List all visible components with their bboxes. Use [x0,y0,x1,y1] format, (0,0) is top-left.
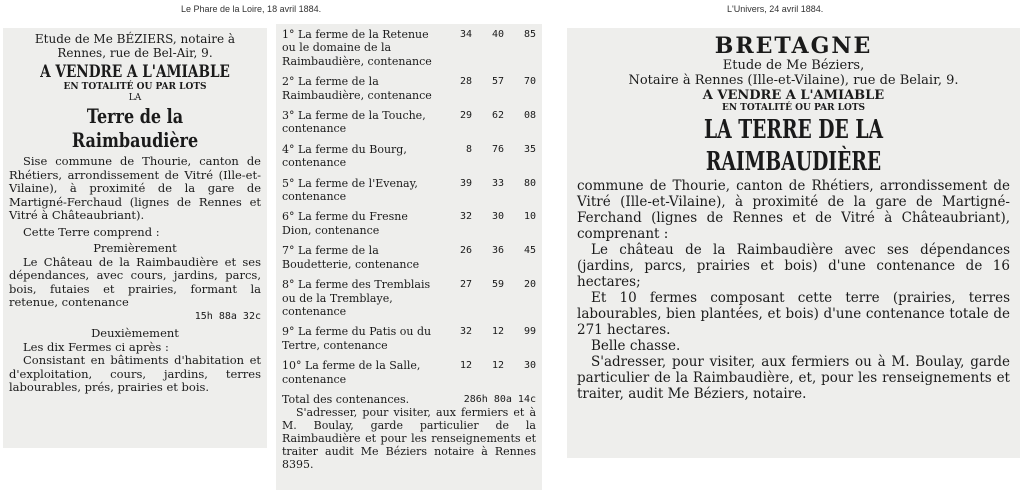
farm-centiares: 30 [523,360,536,372]
farm-label: 8° La ferme des Tremblais ou de la Tremblaye, contenance [282,278,431,318]
farm-label: 1° La ferme de la Retenue ou le domaine de la Raimbaudière, contenance [282,28,432,68]
total-label: Total des contenances. [282,392,410,406]
farm-label: 4° La ferme du Bourg, contenance [282,142,407,170]
farm-ares: 33 [491,177,504,189]
farm-label: 10° La ferme de la Salle, contenance [282,359,421,386]
farm-hectares: 29 [459,110,472,122]
farm-ares: 12 [491,326,504,338]
farm-ares: 76 [491,143,504,155]
farm-centiares: 10 [523,211,536,223]
consistant-paragraph: Consistant en bâtiments d'habitation et d'exploitation, cours, jardins, terres labourables, prés, prairies et bois. [9,353,261,394]
farm-hectares: 26 [459,245,472,257]
farm-centiares: 20 [523,279,536,291]
farm-centiares: 35 [523,143,536,155]
farm-centiares: 99 [523,326,536,338]
chateau-paragraph: Le Château de la Raimbaudière et ses dépendances, avec cours, jardins, parcs, bois, futaies et prairies, formant la retenue, contenance [9,254,261,309]
farm-row [282,177,536,204]
total-row [282,393,536,406]
farm-row [282,143,536,170]
farm-hectares: 8 [465,143,472,155]
farm-label: 5° La ferme de l'Evenay, contenance [282,176,418,204]
adresser-paragraph: S'adresser, pour visiter, aux fermiers et à M. Boulay, garde particulier de la Raimbaudière et pour les renseignements et traiter audit Me Béziers notaire à Rennes 8395. [282,406,536,472]
farm-row [282,75,536,102]
terre-title: LA TERRE DE LA RAIMBAUDIÈRE [703,115,884,177]
chasse-line: Belle chasse. [591,338,681,354]
terre-title: Terre de la Raimbaudière [71,104,199,152]
etude-header: Etude de Me BÉZIERS, notaire à Rennes, rue de Bel-Air, 9. [34,32,236,60]
farm-row [282,325,536,352]
farm-row [282,244,536,271]
deuxiemement-heading: Deuxièmement [91,326,179,340]
farm-list [282,28,536,386]
etude-line: Etude de Me Béziers, [722,58,865,73]
farm-label: 9° La ferme du Patis ou du Tertre, contenance [282,325,432,352]
farm-hectares: 39 [459,177,472,189]
farm-label: 7° La ferme de la Boudetterie, contenance [282,244,420,271]
farm-centiares: 08 [523,110,536,122]
farm-ares: 36 [491,245,504,257]
farm-label: 6° La ferme du Fresne Dion, contenance [282,210,408,237]
dix-fermes-line: Les dix Fermes ci après : [23,339,169,354]
adresser-paragraph: S'adresser, pour visiter, aux fermiers ou à M. Boulay, garde particulier de la Raimbaudière, et, pour les renseignements et traiter, audit Me Béziers, notaire. [577,354,1010,402]
notaire-line: Notaire à Rennes (Ille-et-Vilaine), rue de Belair, 9. [628,73,959,88]
chateau-paragraph: Le château de la Raimbaudière avec ses dépendances (jardins, parcs, prairies et bois) d'une contenance de 16 hectares; [577,242,1010,290]
chateau-amount: 15h 88a 32c [194,310,261,322]
comprend-line: Cette Terre comprend : [23,224,160,239]
sise-paragraph: Sise commune de Thourie, canton de Rhétiers, arrondissement de Vitré (Ille-et-Vilaine), à proximité de la gare de Martigné-Ferchaud (lignes de Rennes et Vitré à Châteaubriant). [9,154,261,222]
farm-centiares: 80 [523,177,536,189]
farm-hectares: 32 [459,326,472,338]
farm-hectares: 27 [459,279,472,291]
totalite-subheading: EN TOTALITÉ OU PAR LOTS [63,82,207,92]
fermes-paragraph: Et 10 fermes composant cette terre (prairies, terres labourables, bien plantées, et bois) d'une contenance totale de 271 hectares. [577,290,1010,338]
la-label: LA [128,93,142,103]
commune-paragraph: commune de Thourie, canton de Rhétiers, arrondissement de Vitré (Ille-et-Vilaine), à proximité de la gare de Martigné-Ferchand (lignes de Rennes et de Vitré à Châteaubriant), comprenant : [577,178,1010,242]
farm-centiares: 45 [523,245,536,257]
clipping-univers [567,28,1020,458]
farm-hectares: 34 [459,29,472,40]
farm-hectares: 28 [459,76,472,88]
vendre-heading: A VENDRE A L'AMIABLE [40,62,230,82]
farm-ares: 40 [491,29,504,40]
clipping-phare-column-1 [3,28,267,448]
farm-ares: 59 [491,279,504,291]
source-caption-left: Le Phare de la Loire, 18 avril 1884. [181,4,322,14]
farm-hectares: 12 [459,360,472,372]
farm-label: 3° La ferme de la Touche, contenance [282,109,426,136]
farm-ares: 30 [491,211,504,223]
farm-centiares: 70 [523,76,536,88]
farm-hectares: 32 [459,211,472,223]
source-caption-right: L'Univers, 24 avril 1884. [727,4,824,14]
farm-ares: 12 [491,360,504,372]
total-amount: 286h 80a 14c [463,393,536,405]
farm-label: 2° La ferme de la Raimbaudière, contenance [282,75,432,102]
farm-row [282,210,536,237]
farm-row [282,109,536,136]
farm-row [282,28,536,68]
farm-ares: 57 [491,76,504,88]
totalite-line: EN TOTALITÉ OU PAR LOTS [721,103,866,113]
clipping-phare-column-2 [276,24,542,490]
vendre-line: A VENDRE A L'AMIABLE [702,88,885,103]
premierement-heading: Premièrement [93,241,177,255]
farm-row [282,359,536,386]
farm-centiares: 85 [523,29,536,40]
farm-ares: 62 [491,110,504,122]
bretagne-heading: BRETAGNE [714,33,873,59]
farm-row [282,278,536,318]
